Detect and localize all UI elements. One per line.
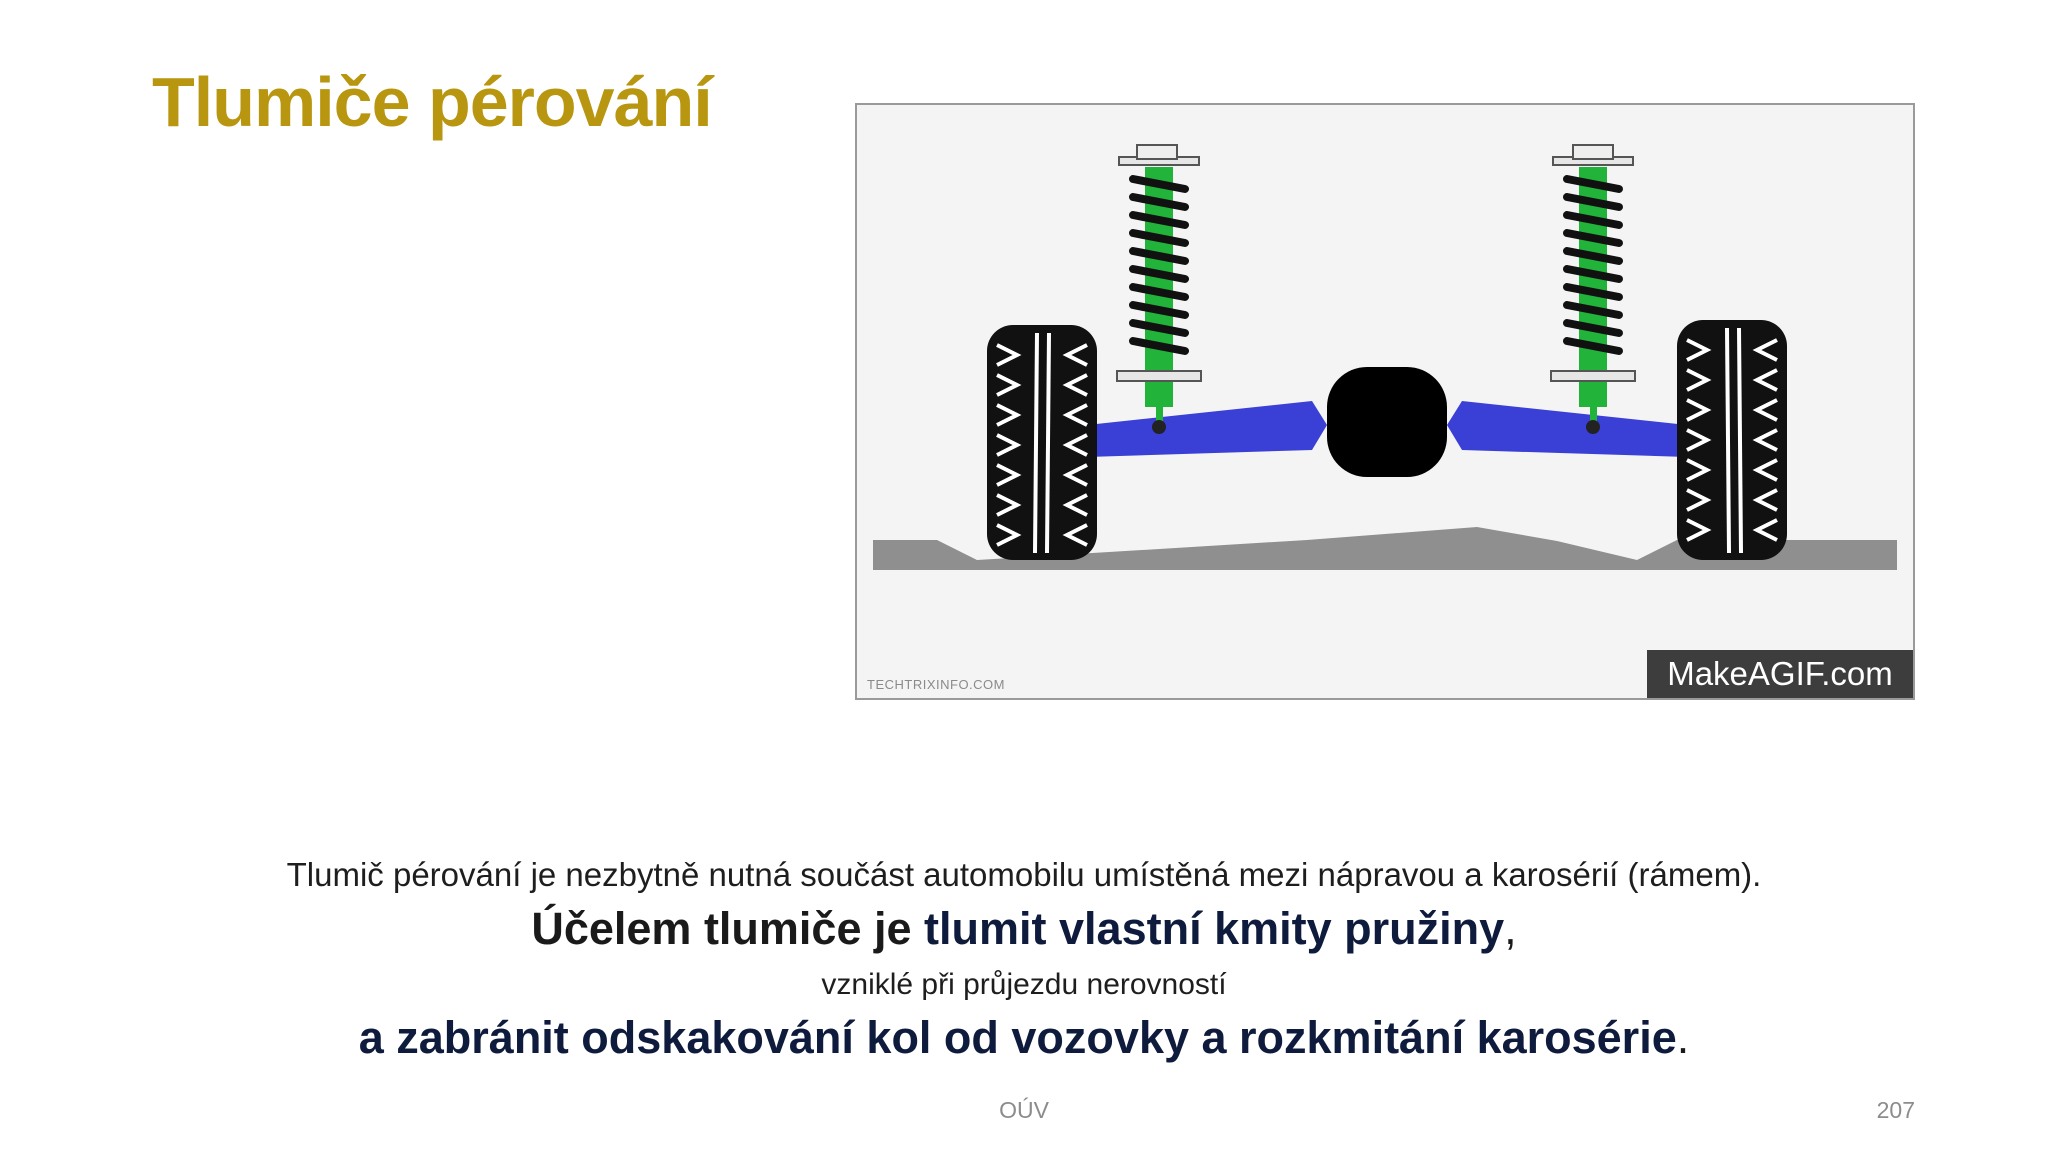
purpose-lead: Účelem tlumiče je: [531, 903, 925, 954]
left-axle-arm: [1087, 401, 1327, 457]
suspension-diagram: [857, 105, 1915, 700]
purpose-comma: ,: [1504, 903, 1517, 954]
footer-label: OÚV: [999, 1097, 1049, 1123]
image-credit: TECHTRIXINFO.COM: [867, 677, 1005, 692]
prevention-text: a zabránit odskakování kol od vozovky a rozkmitání karosérie: [358, 1012, 1677, 1063]
slide-title: Tlumiče pérování: [152, 63, 712, 141]
left-wheel: [987, 325, 1097, 560]
paragraph-prevention: [0, 1012, 2048, 1064]
right-wheel: [1677, 320, 1787, 560]
page-number: 207: [1876, 1097, 1915, 1123]
right-strut: [1551, 145, 1635, 434]
watermark: MakeAGIF.com: [1647, 650, 1913, 698]
left-strut: [1117, 145, 1201, 434]
differential: [1327, 367, 1447, 477]
purpose-highlight: tlumit vlastní kmity pružiny: [924, 903, 1505, 954]
paragraph-purpose: [0, 903, 2048, 955]
suspension-illustration: [855, 103, 1915, 700]
paragraph-definition: Tlumič pérování je nezbytně nutná součást automobilu umístěná mezi nápravou a karosérií (rámem).: [286, 856, 1762, 893]
right-axle-arm: [1447, 401, 1687, 457]
paragraph-cause: vzniklé při průjezdu nerovností: [821, 968, 1227, 1001]
prevention-period: .: [1676, 1012, 1690, 1063]
